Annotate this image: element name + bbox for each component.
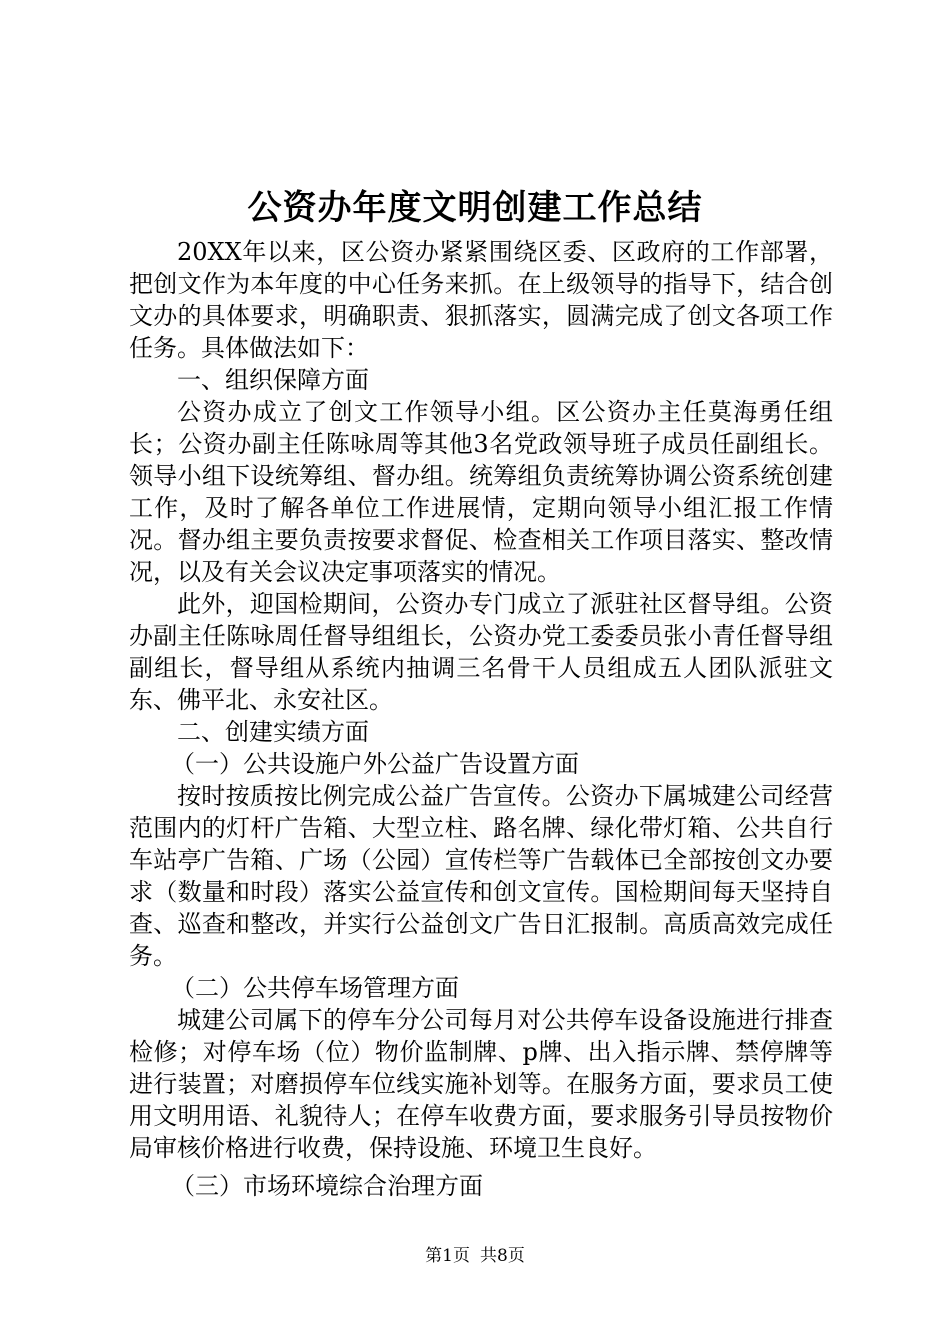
subheading-market-environment: （三）市场环境综合治理方面 bbox=[171, 1172, 483, 1200]
subheading-parking: （二）公共停车场管理方面 bbox=[171, 974, 459, 1002]
section-heading-achievements: 二、创建实绩方面 bbox=[177, 718, 369, 746]
supervision-paragraph: 此外，迎国检期间，公资办专门成立了派驻社区督导组。公资办副主任陈咏周任督导组组长，公资办党工委委员张小青任督导组副组长，督导组从系统内抽调三名骨干人员组成五人团队派驻文东、佛平北、永安社区。 bbox=[129, 590, 833, 714]
page-number: 第1页 bbox=[425, 1246, 470, 1266]
page-total: 共8页 bbox=[480, 1246, 525, 1266]
organization-paragraph: 公资办成立了创文工作领导小组。区公资办主任莫海勇任组长；公资办副主任陈咏周等其他3名党政领导班子成员任副组长。领导小组下设统筹组、督办组。统筹组负责统筹协调公资系统创建工作，及时了解各单位工作进展情，定期向领导小组汇报工作情况。督办组主要负责按要求督促、检查相关工作项目落实、整改情况，以及有关会议决定事项落实的情况。 bbox=[129, 398, 833, 586]
parking-paragraph: 城建公司属下的停车分公司每月对公共停车设备设施进行排查检修；对停车场（位）物价监制牌、p牌、出入指示牌、禁停牌等进行装置；对磨损停车位线实施补划等。在服务方面，要求员工使用文明用语、礼貌待人；在停车收费方面，要求服务引导员按物价局审核价格进行收费，保持设施、环境卫生良好。 bbox=[129, 1006, 833, 1162]
document-title: 公资办年度文明创建工作总结 bbox=[247, 188, 703, 228]
page-footer bbox=[0, 1244, 950, 1268]
public-ads-paragraph: 按时按质按比例完成公益广告宣传。公资办下属城建公司经营范围内的灯杆广告箱、大型立柱、路名牌、绿化带灯箱、公共自行车站亭广告箱、广场（公园）宣传栏等广告载体已全部按创文办要求（数量和时段）落实公益宣传和创文宣传。国检期间每天坚持自查、巡查和整改，并实行公益创文广告日汇报制。高质高效完成任务。 bbox=[129, 782, 833, 970]
subheading-public-ads: （一）公共设施户外公益广告设置方面 bbox=[171, 750, 579, 778]
section-heading-organization: 一、组织保障方面 bbox=[177, 366, 369, 394]
document-body bbox=[129, 236, 833, 1202]
intro-paragraph: 20XX年以来，区公资办紧紧围绕区委、区政府的工作部署，把创文作为本年度的中心任务来抓。在上级领导的指导下，结合创文办的具体要求，明确职责、狠抓落实，圆满完成了创文各项工作任务。具体做法如下： bbox=[129, 238, 833, 362]
